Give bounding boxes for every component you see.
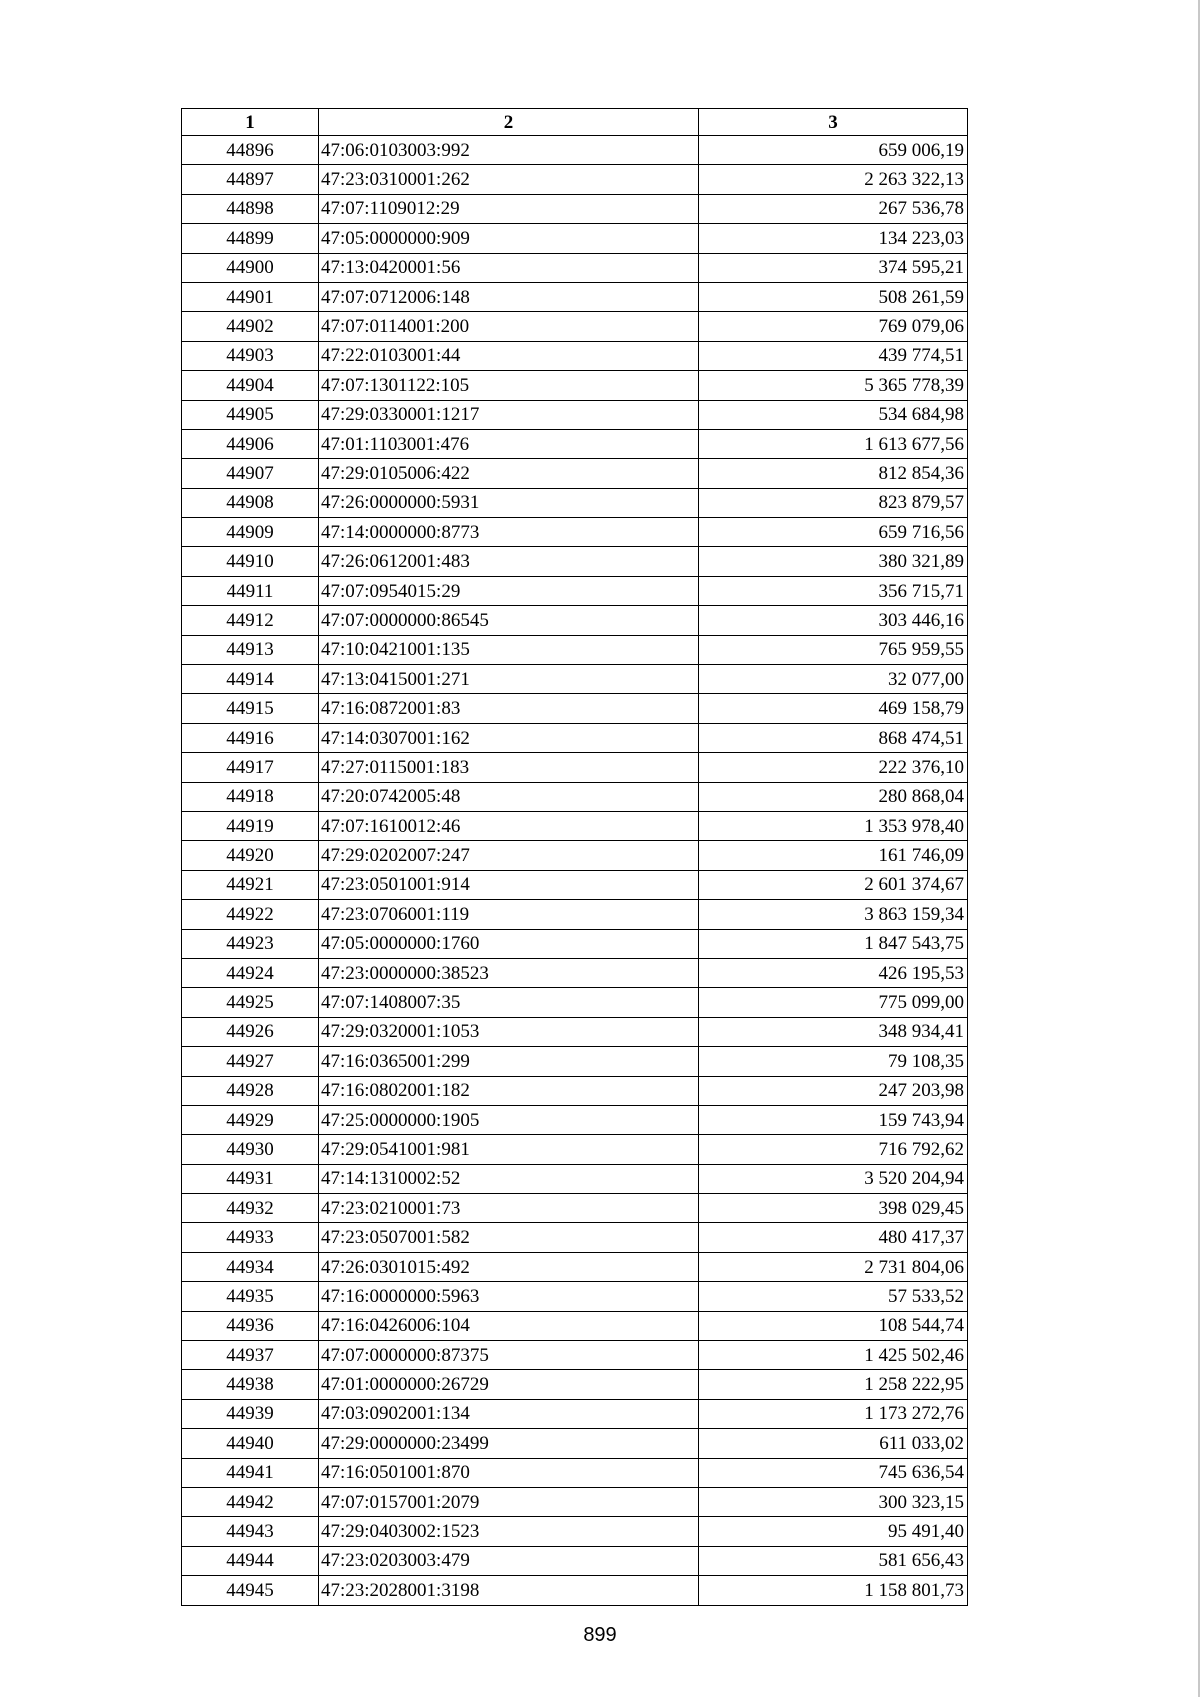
cadastral-number-cell: 47:16:0000000:5963 [319, 1282, 699, 1311]
row-number-cell: 44920 [182, 841, 319, 870]
cadastral-value-cell: 5 365 778,39 [699, 371, 968, 400]
table-row [182, 400, 968, 429]
cadastral-number-cell: 47:16:0802001:182 [319, 1076, 699, 1105]
row-number-cell: 44916 [182, 723, 319, 752]
cadastral-value-table [181, 108, 968, 1606]
cadastral-number-cell: 47:23:0507001:582 [319, 1223, 699, 1252]
row-number-cell: 44928 [182, 1076, 319, 1105]
cadastral-value-cell: 222 376,10 [699, 753, 968, 782]
table-row [182, 694, 968, 723]
cadastral-value-cell: 3 863 159,34 [699, 900, 968, 929]
row-number-cell: 44945 [182, 1576, 319, 1605]
cadastral-number-cell: 47:23:0310001:262 [319, 165, 699, 194]
row-number-cell: 44922 [182, 900, 319, 929]
table-row [182, 1105, 968, 1134]
cadastral-number-cell: 47:07:1301122:105 [319, 371, 699, 400]
table-row [182, 1164, 968, 1193]
row-number-cell: 44934 [182, 1252, 319, 1281]
cadastral-number-cell: 47:20:0742005:48 [319, 782, 699, 811]
row-number-cell: 44921 [182, 870, 319, 899]
table-row [182, 165, 968, 194]
table-row [182, 900, 968, 929]
cadastral-number-cell: 47:27:0115001:183 [319, 753, 699, 782]
row-number-cell: 44931 [182, 1164, 319, 1193]
table-row [182, 1076, 968, 1105]
row-number-cell: 44901 [182, 282, 319, 311]
table-row [182, 841, 968, 870]
row-number-cell: 44912 [182, 606, 319, 635]
cadastral-number-cell: 47:23:0210001:73 [319, 1194, 699, 1223]
cadastral-number-cell: 47:29:0105006:422 [319, 459, 699, 488]
row-number-cell: 44930 [182, 1135, 319, 1164]
cadastral-value-cell: 280 868,04 [699, 782, 968, 811]
row-number-cell: 44914 [182, 665, 319, 694]
cadastral-value-cell: 1 847 543,75 [699, 929, 968, 958]
cadastral-value-cell: 2 263 322,13 [699, 165, 968, 194]
cadastral-value-cell: 439 774,51 [699, 341, 968, 370]
cadastral-value-cell: 398 029,45 [699, 1194, 968, 1223]
row-number-cell: 44900 [182, 253, 319, 282]
cadastral-value-cell: 1 425 502,46 [699, 1341, 968, 1370]
row-number-cell: 44941 [182, 1458, 319, 1487]
page-number: 899 [583, 1624, 617, 1646]
cadastral-value-cell: 380 321,89 [699, 547, 968, 576]
row-number-cell: 44898 [182, 194, 319, 223]
cadastral-number-cell: 47:23:0000000:38523 [319, 958, 699, 987]
cadastral-value-cell: 1 258 222,95 [699, 1370, 968, 1399]
table-row [182, 1194, 968, 1223]
cadastral-value-cell: 769 079,06 [699, 312, 968, 341]
cadastral-number-cell: 47:14:1310002:52 [319, 1164, 699, 1193]
table-row [182, 224, 968, 253]
row-number-cell: 44926 [182, 1017, 319, 1046]
cadastral-value-cell: 348 934,41 [699, 1017, 968, 1046]
table-row [182, 1487, 968, 1516]
table-row [182, 929, 968, 958]
cadastral-value-cell: 868 474,51 [699, 723, 968, 752]
table-row [182, 958, 968, 987]
cadastral-value-cell: 775 099,00 [699, 988, 968, 1017]
table-row [182, 1017, 968, 1046]
table-row [182, 429, 968, 458]
cadastral-value-cell: 469 158,79 [699, 694, 968, 723]
cadastral-value-cell: 300 323,15 [699, 1487, 968, 1516]
table-row [182, 753, 968, 782]
table-row [182, 1576, 968, 1605]
cadastral-value-cell: 374 595,21 [699, 253, 968, 282]
cadastral-value-cell: 1 173 272,76 [699, 1399, 968, 1428]
cadastral-value-cell: 1 353 978,40 [699, 811, 968, 840]
cadastral-number-cell: 47:14:0307001:162 [319, 723, 699, 752]
cadastral-value-cell: 659 006,19 [699, 136, 968, 165]
cadastral-number-cell: 47:23:0706001:119 [319, 900, 699, 929]
table-row [182, 459, 968, 488]
table-row [182, 811, 968, 840]
cadastral-value-cell: 267 536,78 [699, 194, 968, 223]
cadastral-number-cell: 47:23:2028001:3198 [319, 1576, 699, 1605]
cadastral-value-cell: 247 203,98 [699, 1076, 968, 1105]
cadastral-number-cell: 47:26:0612001:483 [319, 547, 699, 576]
cadastral-number-cell: 47:01:0000000:26729 [319, 1370, 699, 1399]
row-number-cell: 44899 [182, 224, 319, 253]
row-number-cell: 44919 [182, 811, 319, 840]
row-number-cell: 44925 [182, 988, 319, 1017]
row-number-cell: 44927 [182, 1047, 319, 1076]
cadastral-value-cell: 508 261,59 [699, 282, 968, 311]
cadastral-number-cell: 47:29:0403002:1523 [319, 1517, 699, 1546]
cadastral-number-cell: 47:05:0000000:909 [319, 224, 699, 253]
row-number-cell: 44910 [182, 547, 319, 576]
table-row [182, 635, 968, 664]
cadastral-number-cell: 47:29:0320001:1053 [319, 1017, 699, 1046]
row-number-cell: 44932 [182, 1194, 319, 1223]
row-number-cell: 44902 [182, 312, 319, 341]
column-header-3: 3 [699, 109, 968, 136]
cadastral-value-cell: 3 520 204,94 [699, 1164, 968, 1193]
row-number-cell: 44940 [182, 1429, 319, 1458]
cadastral-value-cell: 812 854,36 [699, 459, 968, 488]
cadastral-value-cell: 108 544,74 [699, 1311, 968, 1340]
cadastral-number-cell: 47:23:0203003:479 [319, 1546, 699, 1575]
cadastral-number-cell: 47:06:0103003:992 [319, 136, 699, 165]
row-number-cell: 44943 [182, 1517, 319, 1546]
table-row [182, 870, 968, 899]
table-row [182, 547, 968, 576]
cadastral-number-cell: 47:03:0902001:134 [319, 1399, 699, 1428]
cadastral-number-cell: 47:07:0000000:87375 [319, 1341, 699, 1370]
table-row [182, 518, 968, 547]
row-number-cell: 44929 [182, 1105, 319, 1134]
row-number-cell: 44918 [182, 782, 319, 811]
cadastral-number-cell: 47:07:0157001:2079 [319, 1487, 699, 1516]
cadastral-value-cell: 823 879,57 [699, 488, 968, 517]
column-header-1: 1 [182, 109, 319, 136]
row-number-cell: 44913 [182, 635, 319, 664]
table-row [182, 576, 968, 605]
cadastral-value-cell: 480 417,37 [699, 1223, 968, 1252]
cadastral-number-cell: 47:29:0000000:23499 [319, 1429, 699, 1458]
cadastral-value-cell: 134 223,03 [699, 224, 968, 253]
cadastral-value-cell: 95 491,40 [699, 1517, 968, 1546]
table-row [182, 1370, 968, 1399]
cadastral-number-cell: 47:07:1610012:46 [319, 811, 699, 840]
cadastral-number-cell: 47:29:0541001:981 [319, 1135, 699, 1164]
cadastral-number-cell: 47:16:0501001:870 [319, 1458, 699, 1487]
cadastral-value-cell: 611 033,02 [699, 1429, 968, 1458]
cadastral-value-cell: 161 746,09 [699, 841, 968, 870]
row-number-cell: 44939 [182, 1399, 319, 1428]
cadastral-value-cell: 32 077,00 [699, 665, 968, 694]
table-row [182, 282, 968, 311]
row-number-cell: 44944 [182, 1546, 319, 1575]
row-number-cell: 44905 [182, 400, 319, 429]
cadastral-number-cell: 47:01:1103001:476 [319, 429, 699, 458]
cadastral-number-cell: 47:16:0365001:299 [319, 1047, 699, 1076]
table-row [182, 253, 968, 282]
row-number-cell: 44903 [182, 341, 319, 370]
cadastral-number-cell: 47:25:0000000:1905 [319, 1105, 699, 1134]
cadastral-value-cell: 659 716,56 [699, 518, 968, 547]
cadastral-value-cell: 57 533,52 [699, 1282, 968, 1311]
table-body [182, 136, 968, 1606]
cadastral-number-cell: 47:07:0712006:148 [319, 282, 699, 311]
row-number-cell: 44909 [182, 518, 319, 547]
cadastral-number-cell: 47:29:0330001:1217 [319, 400, 699, 429]
cadastral-value-cell: 581 656,43 [699, 1546, 968, 1575]
table-row [182, 665, 968, 694]
cadastral-number-cell: 47:07:0000000:86545 [319, 606, 699, 635]
row-number-cell: 44908 [182, 488, 319, 517]
cadastral-value-cell: 303 446,16 [699, 606, 968, 635]
row-number-cell: 44904 [182, 371, 319, 400]
table-row [182, 194, 968, 223]
table-row [182, 1429, 968, 1458]
table-row [182, 1282, 968, 1311]
cadastral-value-cell: 2 601 374,67 [699, 870, 968, 899]
table-row [182, 1252, 968, 1281]
cadastral-number-cell: 47:16:0872001:83 [319, 694, 699, 723]
cadastral-value-cell: 426 195,53 [699, 958, 968, 987]
cadastral-value-cell: 1 613 677,56 [699, 429, 968, 458]
cadastral-number-cell: 47:26:0000000:5931 [319, 488, 699, 517]
cadastral-number-cell: 47:07:0114001:200 [319, 312, 699, 341]
table-row [182, 606, 968, 635]
cadastral-number-cell: 47:26:0301015:492 [319, 1252, 699, 1281]
row-number-cell: 44933 [182, 1223, 319, 1252]
row-number-cell: 44942 [182, 1487, 319, 1516]
cadastral-number-cell: 47:13:0415001:271 [319, 665, 699, 694]
cadastral-number-cell: 47:16:0426006:104 [319, 1311, 699, 1340]
cadastral-value-cell: 1 158 801,73 [699, 1576, 968, 1605]
cadastral-number-cell: 47:10:0421001:135 [319, 635, 699, 664]
column-header-2: 2 [319, 109, 699, 136]
row-number-cell: 44935 [182, 1282, 319, 1311]
table-row [182, 1458, 968, 1487]
cadastral-value-cell: 745 636,54 [699, 1458, 968, 1487]
cadastral-number-cell: 47:14:0000000:8773 [319, 518, 699, 547]
cadastral-number-cell: 47:07:1408007:35 [319, 988, 699, 1017]
cadastral-number-cell: 47:05:0000000:1760 [319, 929, 699, 958]
cadastral-number-cell: 47:13:0420001:56 [319, 253, 699, 282]
table-row [182, 136, 968, 165]
row-number-cell: 44915 [182, 694, 319, 723]
table-row [182, 312, 968, 341]
table-row [182, 1223, 968, 1252]
table-row [182, 723, 968, 752]
cadastral-value-cell: 356 715,71 [699, 576, 968, 605]
cadastral-value-cell: 159 743,94 [699, 1105, 968, 1134]
row-number-cell: 44917 [182, 753, 319, 782]
row-number-cell: 44907 [182, 459, 319, 488]
table-row [182, 371, 968, 400]
table-row [182, 488, 968, 517]
row-number-cell: 44936 [182, 1311, 319, 1340]
row-number-cell: 44906 [182, 429, 319, 458]
cadastral-value-cell: 534 684,98 [699, 400, 968, 429]
cadastral-number-cell: 47:07:0954015:29 [319, 576, 699, 605]
table-row [182, 1135, 968, 1164]
row-number-cell: 44938 [182, 1370, 319, 1399]
cadastral-value-cell: 2 731 804,06 [699, 1252, 968, 1281]
table-header-row [182, 109, 968, 136]
cadastral-number-cell: 47:23:0501001:914 [319, 870, 699, 899]
table-row [182, 988, 968, 1017]
table-row [182, 341, 968, 370]
table-row [182, 1047, 968, 1076]
row-number-cell: 44924 [182, 958, 319, 987]
table-row [182, 1399, 968, 1428]
table-row [182, 1341, 968, 1370]
cadastral-value-cell: 79 108,35 [699, 1047, 968, 1076]
cadastral-value-cell: 716 792,62 [699, 1135, 968, 1164]
row-number-cell: 44923 [182, 929, 319, 958]
table-row [182, 1311, 968, 1340]
row-number-cell: 44897 [182, 165, 319, 194]
table-row [182, 1517, 968, 1546]
cadastral-number-cell: 47:22:0103001:44 [319, 341, 699, 370]
cadastral-value-cell: 765 959,55 [699, 635, 968, 664]
row-number-cell: 44896 [182, 136, 319, 165]
row-number-cell: 44911 [182, 576, 319, 605]
cadastral-number-cell: 47:29:0202007:247 [319, 841, 699, 870]
table-row [182, 1546, 968, 1575]
table-row [182, 782, 968, 811]
row-number-cell: 44937 [182, 1341, 319, 1370]
cadastral-number-cell: 47:07:1109012:29 [319, 194, 699, 223]
